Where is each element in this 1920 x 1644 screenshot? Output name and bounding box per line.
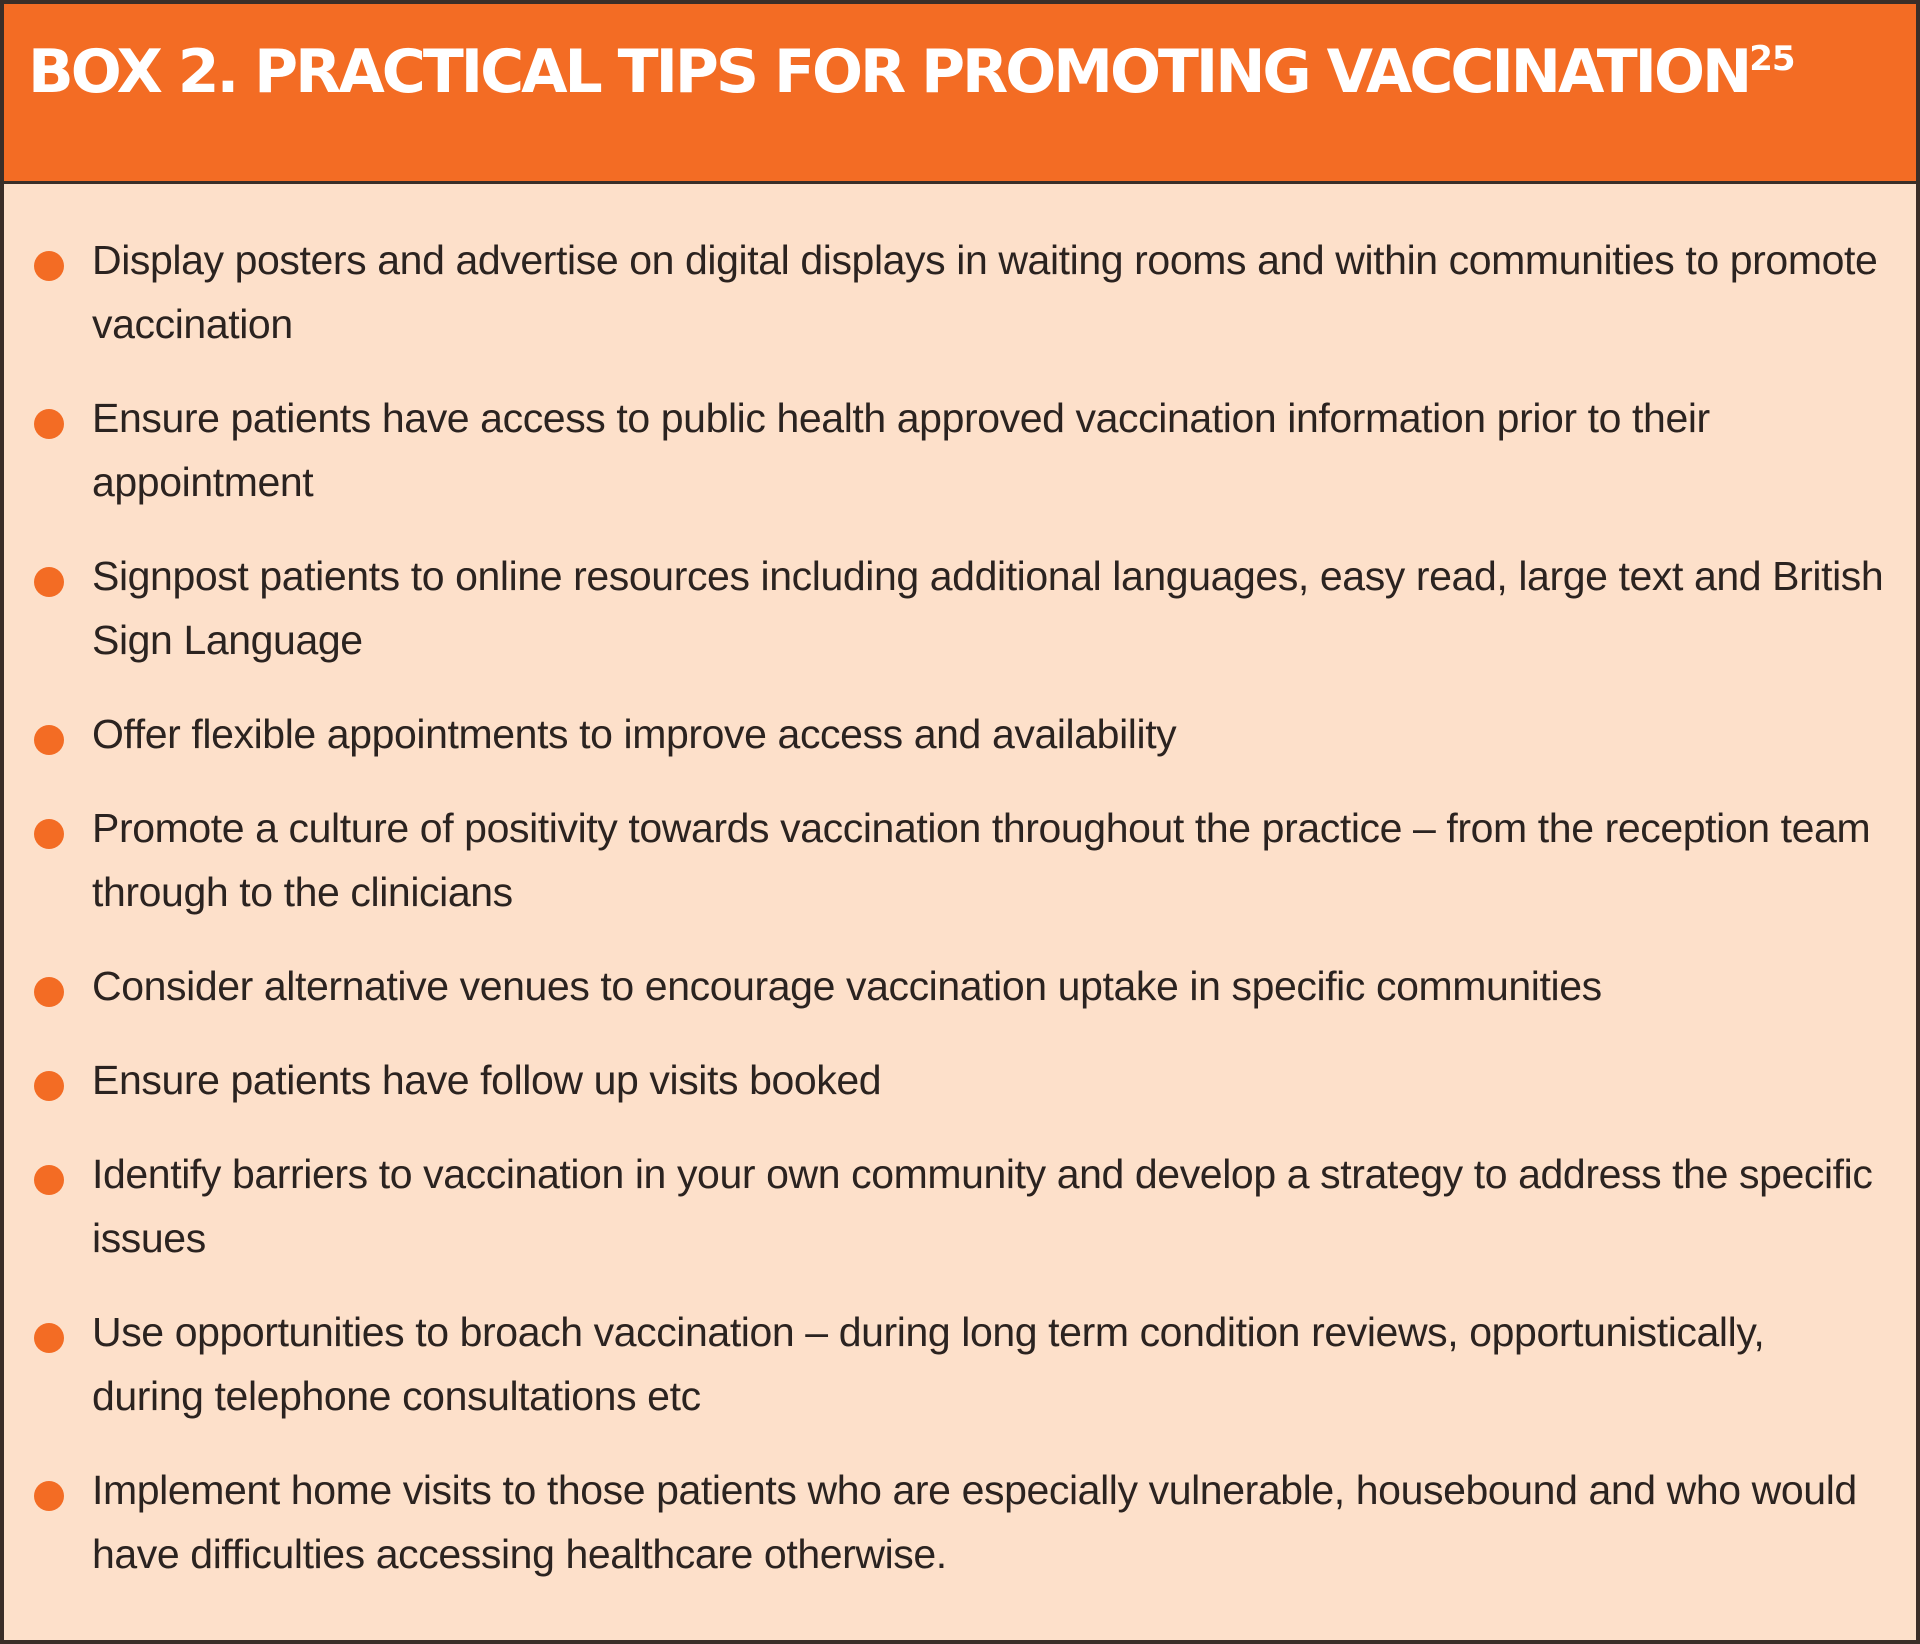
tip-text: Ensure patients have access to public health approved vaccination information prior to their appointment xyxy=(92,395,1710,505)
tip-text: Consider alternative venues to encourage vaccination uptake in specific communities xyxy=(92,963,1602,1009)
bullet-dot-icon xyxy=(34,1323,64,1353)
list-item xyxy=(4,702,1916,766)
bullet-dot-icon xyxy=(34,251,64,281)
bullet-dot-icon xyxy=(34,819,64,849)
tip-text: Promote a culture of positivity towards vaccination throughout the practice – from the reception team through to the clinicians xyxy=(92,805,1871,915)
bullet-dot-icon xyxy=(34,1071,64,1101)
list-item xyxy=(4,1142,1916,1270)
box-title-text: BOX 2. PRACTICAL TIPS FOR PROMOTING VACCINATION xyxy=(28,37,1750,107)
list-item xyxy=(4,1048,1916,1112)
tips-list xyxy=(4,228,1916,1616)
reference-superscript: 25 xyxy=(1749,39,1795,79)
tip-text: Identify barriers to vaccination in your own community and develop a strategy to address the specific issues xyxy=(92,1151,1873,1261)
bullet-dot-icon xyxy=(34,977,64,1007)
bullet-dot-icon xyxy=(34,1165,64,1195)
bullet-dot-icon xyxy=(34,1481,64,1511)
box-header xyxy=(4,4,1916,184)
bullet-dot-icon xyxy=(34,409,64,439)
tip-text: Ensure patients have follow up visits booked xyxy=(92,1057,882,1103)
list-item xyxy=(4,386,1916,514)
tip-text: Offer flexible appointments to improve access and availability xyxy=(92,711,1177,757)
tip-text: Display posters and advertise on digital displays in waiting rooms and within communities to promote vaccination xyxy=(92,237,1878,347)
tip-text: Use opportunities to broach vaccination – during long term condition reviews, opportunistically, during telephone consultations etc xyxy=(92,1309,1765,1419)
list-item xyxy=(4,1458,1916,1586)
tip-text: Implement home visits to those patients who are especially vulnerable, housebound and who would have difficulties accessing healthcare otherwise. xyxy=(92,1467,1857,1577)
tip-text: Signpost patients to online resources including additional languages, easy read, large text and British Sign Language xyxy=(92,553,1884,663)
box-title xyxy=(28,37,1795,107)
list-item xyxy=(4,796,1916,924)
bullet-dot-icon xyxy=(34,725,64,755)
list-item xyxy=(4,1300,1916,1428)
list-item xyxy=(4,954,1916,1018)
bullet-dot-icon xyxy=(34,567,64,597)
list-item xyxy=(4,228,1916,356)
list-item xyxy=(4,544,1916,672)
